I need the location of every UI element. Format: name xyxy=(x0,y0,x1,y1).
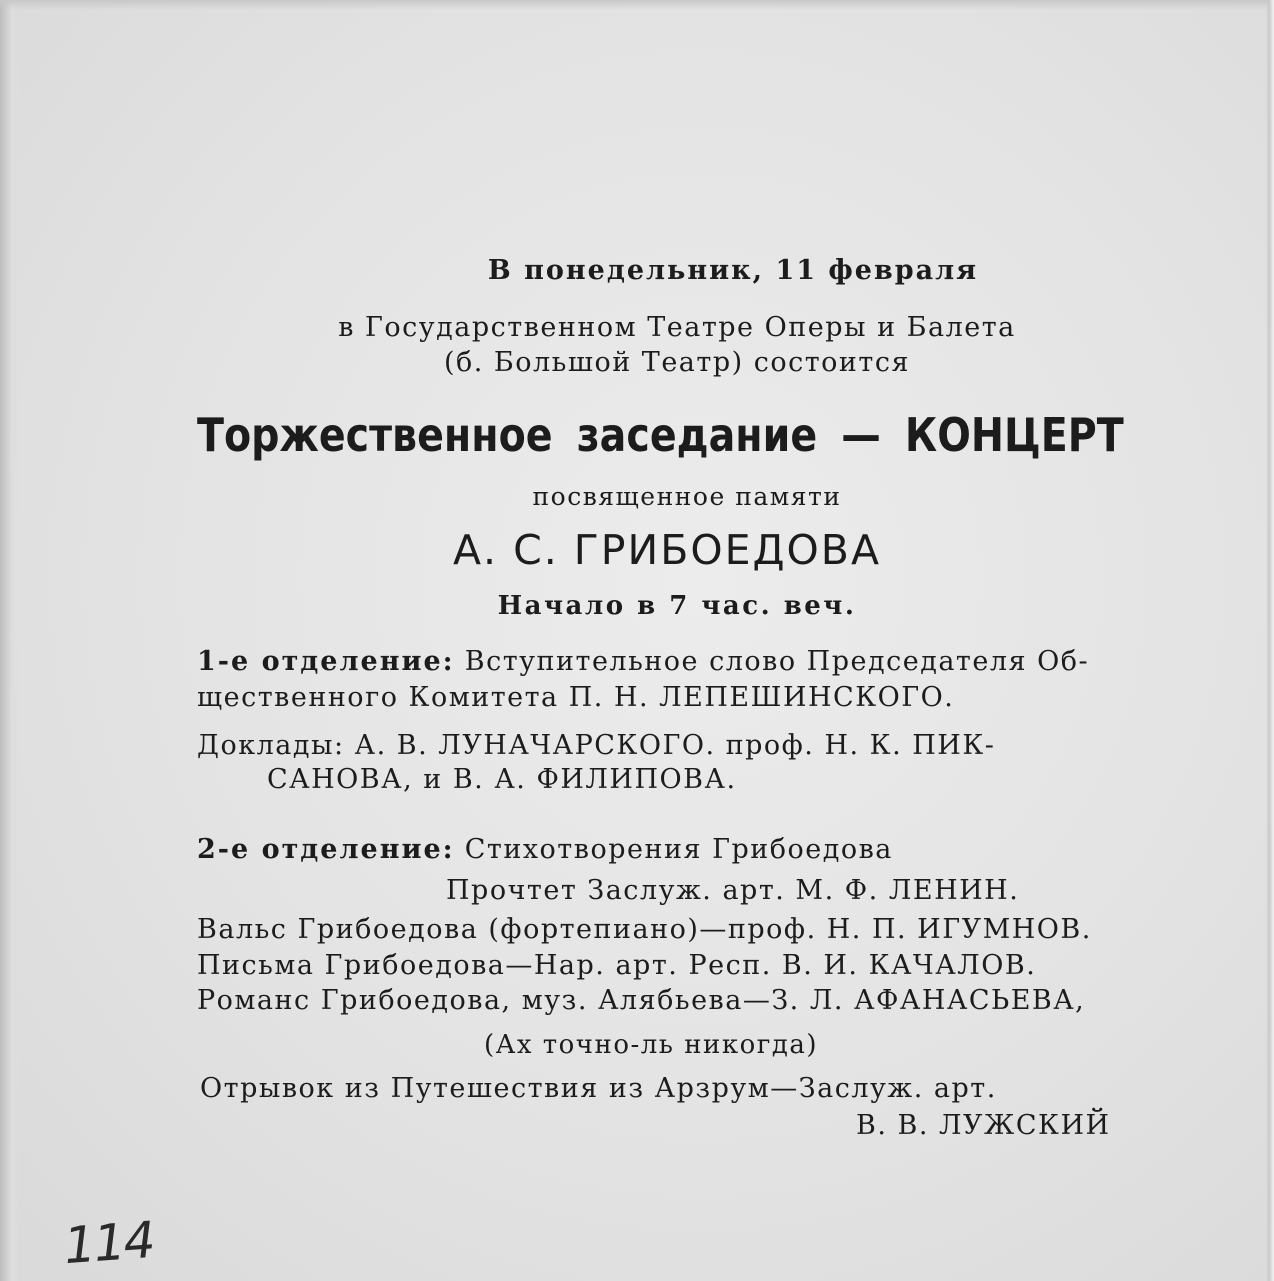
part-one-line-2: щественного Комитета П. Н. ЛЕПЕШИНСКОГО. xyxy=(197,682,955,713)
sheet-right-edge xyxy=(1266,0,1274,1281)
part-two-line-4: Письма Грибоедова—Нар. арт. Респ. В. И. КАЧАЛОВ. xyxy=(197,950,1037,981)
sheet-left-shadow xyxy=(0,0,20,1281)
part-one-heading: 1-е отделение: xyxy=(197,646,455,677)
part-two-line-2: Прочтет Заслуж. арт. М. Ф. ЛЕНИН. xyxy=(446,875,1020,906)
part-two-line-5: Романс Грибоедова, муз. Алябьева—З. Л. АФАНАСЬЕВА, xyxy=(197,985,1086,1016)
part-two-line-1 xyxy=(197,834,893,865)
part-two-line-7: Отрывок из Путешествия из Арзрум—Заслуж. арт. xyxy=(200,1073,997,1104)
venue-line-2: (б. Большой Театр) состоится xyxy=(443,347,911,378)
dedication-line: посвященное памяти xyxy=(532,482,842,511)
event-title: Торжественное заседание — КОНЦЕРТ xyxy=(197,408,1124,462)
start-time: Начало в 7 час. веч. xyxy=(497,591,857,621)
venue-line-1: в Государственном Театре Оперы и Балета xyxy=(338,312,1016,343)
part-two-heading: 2-е отделение: xyxy=(197,834,455,865)
reports-line-2: САНОВА, и В. А. ФИЛИПОВА. xyxy=(267,764,737,795)
date-line: В понедельник, 11 февраля xyxy=(487,255,979,286)
honoree-name: А. С. ГРИБОЕДОВА xyxy=(453,526,881,574)
part-one-opening-text: Вступительное слово Председателя Об- xyxy=(464,646,1090,677)
part-two-line-6: (Ах точно-ль никогда) xyxy=(484,1030,819,1060)
part-one-line-1 xyxy=(197,646,1089,677)
handwritten-page-number: 114 xyxy=(62,1210,156,1276)
part-two-line-3: Вальс Грибоедова (фортепиано)—проф. Н. П. ИГУМНОВ. xyxy=(197,914,1092,945)
sheet-top-shadow xyxy=(0,0,1274,10)
reports-line-1: Доклады: А. В. ЛУНАЧАРСКОГО. проф. Н. К. ПИК- xyxy=(197,730,996,761)
part-two-poems-text: Стихотворения Грибоедова xyxy=(464,834,893,865)
part-two-line-8: В. В. ЛУЖСКИЙ xyxy=(856,1110,1111,1141)
